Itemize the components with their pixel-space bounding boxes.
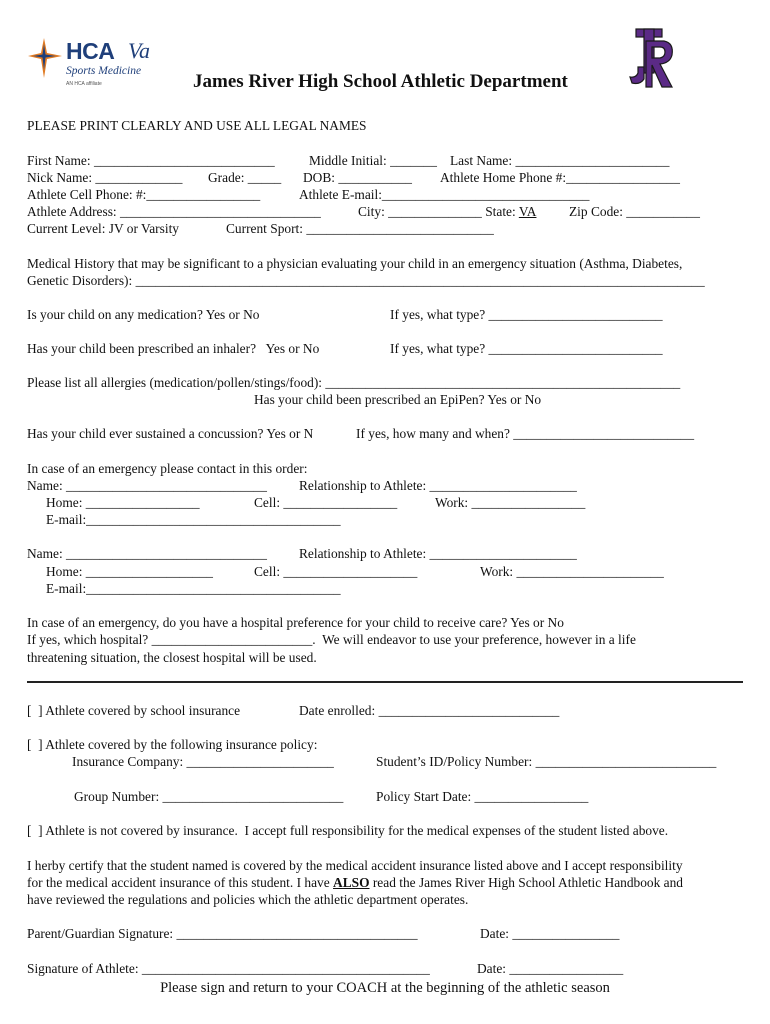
logo-subtitle: Sports Medicine — [66, 65, 142, 77]
policy-number-field[interactable]: Student’s ID/Policy Number: ___________________________ — [376, 754, 717, 769]
certification-line-1: I herby certify that the student named is covered by the medical accident insurance listed above and I accept responsibility — [27, 858, 683, 873]
contact-1-name-field[interactable]: Name: ______________________________ — [27, 478, 267, 493]
nick-name-field[interactable]: Nick Name: _____________ — [27, 170, 183, 185]
epipen-question[interactable]: Has your child been prescribed an EpiPen? Yes or No — [254, 392, 542, 407]
hospital-note: threatening situation, the closest hospital will be used. — [27, 650, 317, 665]
contact-1-cell-field[interactable]: Cell: _________________ — [254, 495, 398, 510]
current-level-field[interactable]: Current Level: JV or Varsity — [27, 221, 179, 236]
contact-2-name-field[interactable]: Name: ______________________________ — [27, 546, 267, 561]
cell-phone-field[interactable]: Athlete Cell Phone: #:_________________ — [27, 187, 261, 202]
athlete-signature-field[interactable]: Signature of Athlete: ___________________________________________ — [27, 961, 430, 976]
address-field[interactable]: Athlete Address: ______________________________ — [27, 204, 321, 219]
date-enrolled-field[interactable]: Date enrolled: ___________________________ — [299, 703, 560, 718]
inhaler-question[interactable]: Has your child been prescribed an inhaler? Yes or No — [27, 341, 320, 356]
star-icon — [26, 36, 66, 80]
medical-history-label: Medical History that may be significant to a physician evaluating your child in an emergency situation (Asthma, Diabetes, — [27, 256, 683, 271]
contact-2-email-field[interactable]: E-mail:______________________________________ — [46, 581, 341, 596]
home-phone-field[interactable]: Athlete Home Phone #:_________________ — [440, 170, 680, 185]
medical-history-field[interactable]: Genetic Disorders): _____________________________________________________________________________________ — [27, 273, 705, 288]
also-emphasis: ALSO — [333, 875, 370, 890]
hca-sports-medicine-logo — [26, 34, 156, 94]
certification-line-2a: for the medical accident insurance of this student. I have — [27, 875, 330, 890]
contact-2-relationship-field[interactable]: Relationship to Athlete: ______________________ — [299, 546, 577, 561]
allergies-field[interactable]: Please list all allergies (medication/pollen/stings/food): _____________________________________________________ — [27, 375, 681, 390]
group-number-field[interactable]: Group Number: ___________________________ — [74, 789, 344, 804]
school-insurance-checkbox[interactable]: [ ] Athlete covered by school insurance — [27, 703, 241, 718]
medication-question[interactable]: Is your child on any medication? Yes or No — [27, 307, 260, 322]
policy-start-date-field[interactable]: Policy Start Date: _________________ — [376, 789, 589, 804]
certification-line-3: have reviewed the regulations and policies which the athletic department operates. — [27, 892, 469, 907]
contact-2-cell-field[interactable]: Cell: ____________________ — [254, 564, 418, 579]
insurance-company-field[interactable]: Insurance Company: ______________________ — [72, 754, 334, 769]
zip-code-field[interactable]: Zip Code: ___________ — [569, 204, 700, 219]
inhaler-type-field[interactable]: If yes, what type? __________________________ — [390, 341, 663, 356]
logo-brand-suffix: Va — [128, 38, 150, 63]
state-value: VA — [518, 204, 537, 219]
hospital-preference-question[interactable]: In case of an emergency, do you have a hospital preference for your child to receive care? Yes or No — [27, 615, 564, 630]
hospital-which-field[interactable]: If yes, which hospital? ________________________. We will endeavor to use your preference, however in a life — [27, 632, 636, 647]
policy-insurance-checkbox[interactable]: [ ] Athlete covered by the following insurance policy: — [27, 737, 318, 752]
logo-tagline: AN HCA affiliate — [66, 81, 102, 87]
athlete-email-field[interactable]: Athlete E-mail:_______________________________ — [299, 187, 590, 202]
city-state-label: City: ______________ State: — [358, 204, 516, 219]
last-name-field[interactable]: Last Name: _______________________ — [450, 153, 670, 168]
grade-field[interactable]: Grade: _____ — [208, 170, 282, 185]
emergency-contact-intro: In case of an emergency please contact in this order: — [27, 461, 308, 476]
concussion-question[interactable]: Has your child ever sustained a concussion? Yes or N — [27, 426, 314, 441]
not-covered-checkbox[interactable]: [ ] Athlete is not covered by insurance. I accept full responsibility for the medical expenses of the student listed above. — [27, 823, 669, 838]
parent-date-field[interactable]: Date: ________________ — [480, 926, 620, 941]
city-state-field[interactable] — [358, 203, 536, 220]
jr-monogram-logo — [626, 27, 676, 91]
current-sport-field[interactable]: Current Sport: ____________________________ — [226, 221, 494, 236]
contact-1-work-field[interactable]: Work: _________________ — [435, 495, 586, 510]
certification-line-2 — [27, 874, 683, 891]
instruction-text: PLEASE PRINT CLEARLY AND USE ALL LEGAL NAMES — [27, 118, 367, 133]
certification-line-2c: read the James River High School Athletic Handbook and — [369, 875, 683, 890]
section-divider — [27, 681, 743, 683]
contact-1-home-field[interactable]: Home: _________________ — [46, 495, 200, 510]
medication-type-field[interactable]: If yes, what type? __________________________ — [390, 307, 663, 322]
concussion-when-field[interactable]: If yes, how many and when? ___________________________ — [356, 426, 695, 441]
contact-2-home-field[interactable]: Home: ___________________ — [46, 564, 214, 579]
contact-2-work-field[interactable]: Work: ______________________ — [480, 564, 664, 579]
jr-monogram-icon — [626, 27, 676, 91]
middle-initial-field[interactable]: Middle Initial: _______ — [309, 153, 437, 168]
contact-1-relationship-field[interactable]: Relationship to Athlete: ______________________ — [299, 478, 577, 493]
logo-brand: HCA — [66, 38, 115, 64]
first-name-field[interactable]: First Name: ___________________________ — [27, 153, 275, 168]
page-title: James River High School Athletic Department — [193, 71, 568, 92]
athlete-date-field[interactable]: Date: _________________ — [477, 961, 624, 976]
parent-signature-field[interactable]: Parent/Guardian Signature: ____________________________________ — [27, 926, 418, 941]
contact-1-email-field[interactable]: E-mail:______________________________________ — [46, 512, 341, 527]
footer-instruction: Please sign and return to your COACH at the beginning of the athletic season — [160, 980, 610, 996]
dob-field[interactable]: DOB: ___________ — [303, 170, 412, 185]
